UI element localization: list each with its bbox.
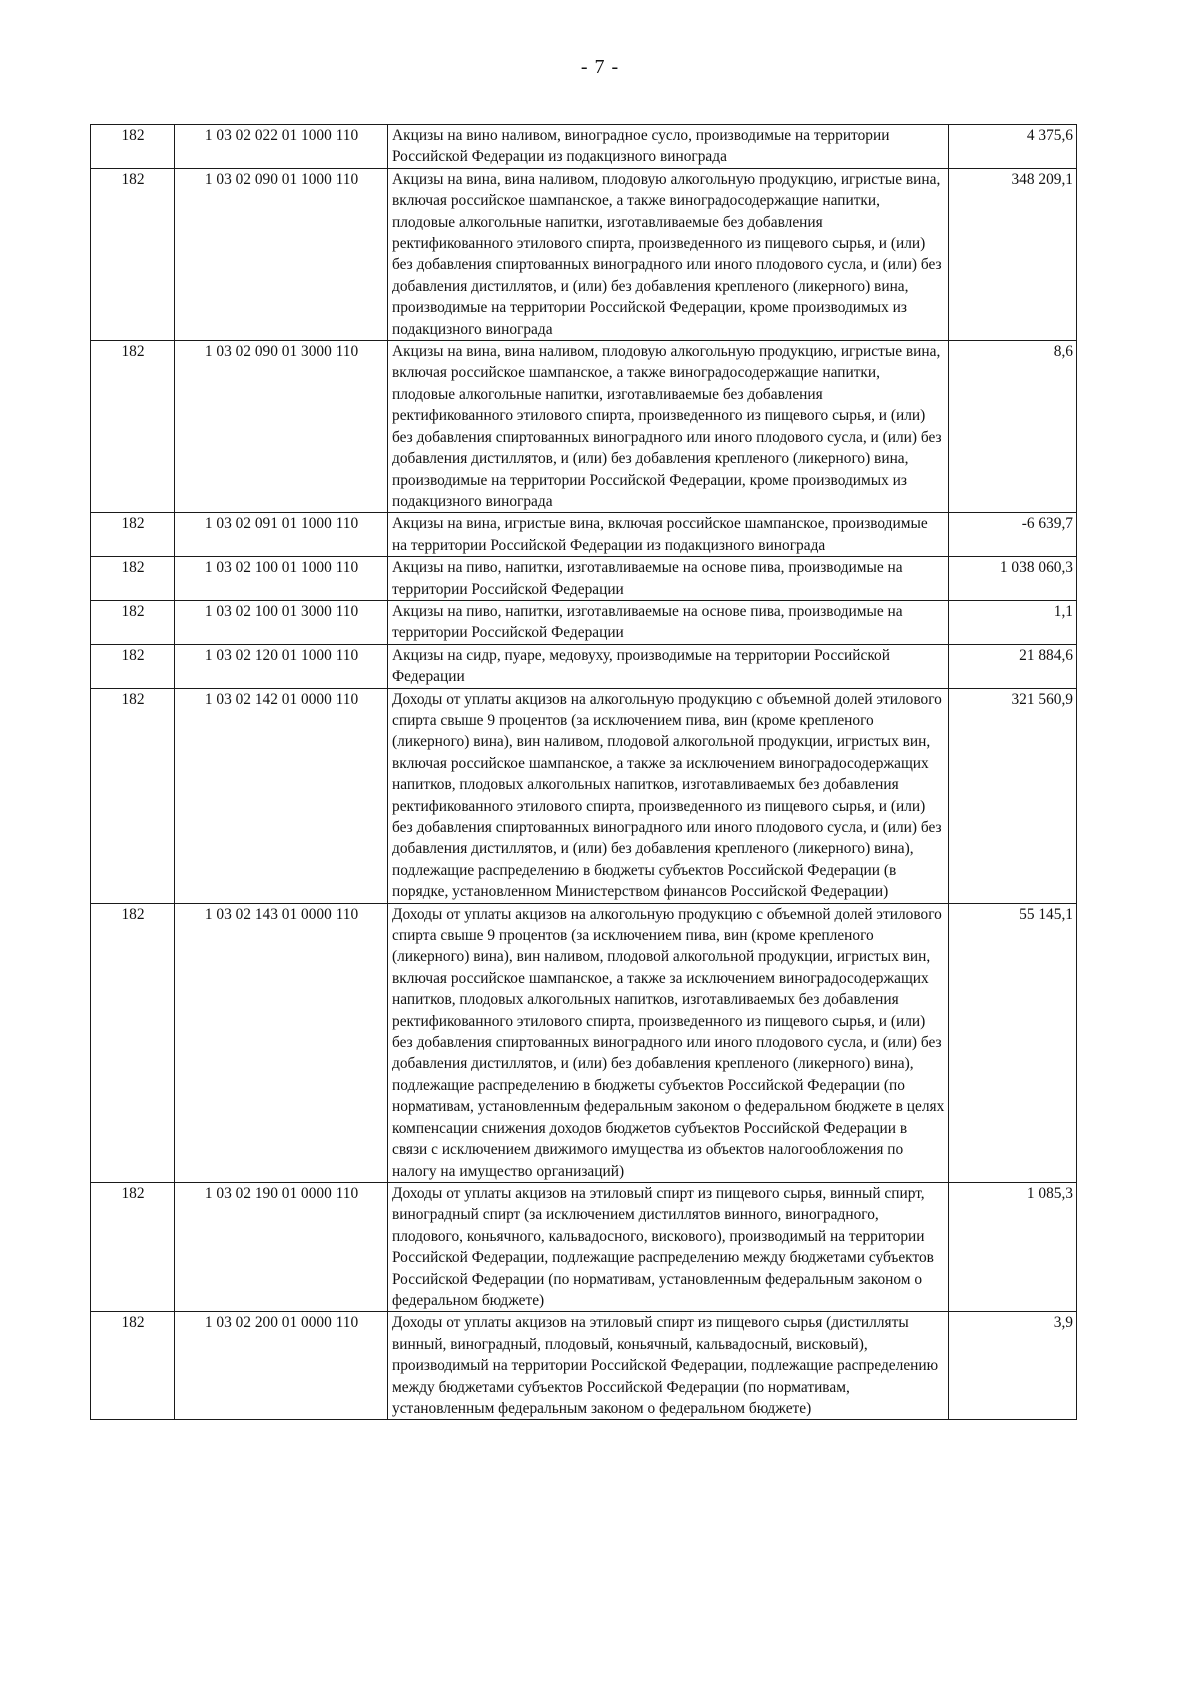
admin-code-cell: 182 — [91, 644, 175, 688]
budget-code-cell: 1 03 02 143 01 0000 110 — [175, 903, 388, 1182]
description-cell: Доходы от уплаты акцизов на алкогольную продукцию с объемной долей этилового спирта свыше 9 процентов (за исключением пива, вин (кроме крепленого (ликерного) вина), вин наливом, плодовой алкогольной продукции, игристых вин, включая российское шампанское, а также за исключением виноградосодержащих напитков, плодовых алкогольных напитков, изготавливаемых без добавления ректификованного этилового спирта, произведенного из пищевого сырья, и (или) без добавления спиртованных виноградного или иного плодового сусла, и (или) без добавления дистиллятов, и (или) без добавления крепленого (ликерного) вина), подлежащие распределению в бюджеты субъектов Российской Федерации (в порядке, установленном Министерством финансов Российской Федерации) — [388, 688, 949, 903]
budget-code-cell: 1 03 02 090 01 1000 110 — [175, 168, 388, 340]
admin-code-cell: 182 — [91, 688, 175, 903]
amount-cell: 1,1 — [949, 600, 1077, 644]
admin-code-cell: 182 — [91, 168, 175, 340]
amount-cell: 55 145,1 — [949, 903, 1077, 1182]
budget-code-cell: 1 03 02 142 01 0000 110 — [175, 688, 388, 903]
table-row — [91, 903, 1077, 1182]
amount-cell: 321 560,9 — [949, 688, 1077, 903]
description-cell: Доходы от уплаты акцизов на алкогольную продукцию с объемной долей этилового спирта свыше 9 процентов (за исключением пива, вин (кроме крепленого (ликерного) вина), вин наливом, плодовой алкогольной продукции, игристых вин, включая российское шампанское, а также за исключением виноградосодержащих напитков, плодовых алкогольных напитков, изготавливаемых без добавления ректификованного этилового спирта, произведенного из пищевого сырья, и (или) без добавления спиртованных виноградного или иного плодового сусла, и (или) без добавления дистиллятов, и (или) без добавления крепленого (ликерного) вина), подлежащие распределению в бюджеты субъектов Российской Федерации (по нормативам, установленным федеральным законом о федеральном бюджете в целях компенсации снижения доходов бюджетов субъектов Российской Федерации в связи с исключением движимого имущества из объектов налогообложения по налогу на имущество организаций) — [388, 903, 949, 1182]
budget-code-cell: 1 03 02 190 01 0000 110 — [175, 1182, 388, 1311]
budget-code-cell: 1 03 02 100 01 3000 110 — [175, 600, 388, 644]
admin-code-cell: 182 — [91, 600, 175, 644]
budget-code-cell: 1 03 02 090 01 3000 110 — [175, 341, 388, 513]
description-cell: Доходы от уплаты акцизов на этиловый спирт из пищевого сырья, винный спирт, виноградный спирт (за исключением дистиллятов винного, виноградного, плодового, коньячного, кальвадосного, вискового), производимый на территории Российской Федерации, подлежащие распределению между бюджетами субъектов Российской Федерации (по нормативам, установленным федеральным законом о федеральном бюджете) — [388, 1182, 949, 1311]
amount-cell: 21 884,6 — [949, 644, 1077, 688]
description-cell: Акцизы на сидр, пуаре, медовуху, производимые на территории Российской Федерации — [388, 644, 949, 688]
amount-cell: 3,9 — [949, 1312, 1077, 1420]
table-row — [91, 600, 1077, 644]
amount-cell: 348 209,1 — [949, 168, 1077, 340]
budget-code-cell: 1 03 02 100 01 1000 110 — [175, 557, 388, 601]
description-cell: Акцизы на пиво, напитки, изготавливаемые на основе пива, производимые на территории Российской Федерации — [388, 600, 949, 644]
table-row — [91, 1312, 1077, 1420]
amount-cell: 4 375,6 — [949, 125, 1077, 169]
description-cell: Акцизы на вина, вина наливом, плодовую алкогольную продукцию, игристые вина, включая российское шампанское, а также виноградосодержащие напитки, плодовые алкогольные напитки, изготавливаемые без добавления ректификованного этилового спирта, произведенного из пищевого сырья, и (или) без добавления спиртованных виноградного или иного плодового сусла, и (или) без добавления дистиллятов, и (или) без добавления крепленого (ликерного) вина, производимые на территории Российской Федерации, кроме производимых из подакцизного винограда — [388, 168, 949, 340]
table-row — [91, 644, 1077, 688]
description-cell: Доходы от уплаты акцизов на этиловый спирт из пищевого сырья (дистилляты винный, виноградный, плодовый, коньячный, кальвадосный, висковый), производимый на территории Российской Федерации, подлежащие распределению между бюджетами субъектов Российской Федерации (по нормативам, установленным федеральным законом о федеральном бюджете) — [388, 1312, 949, 1420]
description-cell: Акцизы на вина, игристые вина, включая российское шампанское, производимые на территории Российской Федерации из подакцизного винограда — [388, 513, 949, 557]
description-cell: Акцизы на пиво, напитки, изготавливаемые на основе пива, производимые на территории Российской Федерации — [388, 557, 949, 601]
table-row — [91, 557, 1077, 601]
budget-code-cell: 1 03 02 022 01 1000 110 — [175, 125, 388, 169]
budget-code-cell: 1 03 02 200 01 0000 110 — [175, 1312, 388, 1420]
admin-code-cell: 182 — [91, 125, 175, 169]
admin-code-cell: 182 — [91, 513, 175, 557]
admin-code-cell: 182 — [91, 341, 175, 513]
amount-cell: 8,6 — [949, 341, 1077, 513]
admin-code-cell: 182 — [91, 903, 175, 1182]
table-row — [91, 168, 1077, 340]
admin-code-cell: 182 — [91, 1182, 175, 1311]
admin-code-cell: 182 — [91, 1312, 175, 1420]
table-row — [91, 341, 1077, 513]
description-cell: Акцизы на вина, вина наливом, плодовую алкогольную продукцию, игристые вина, включая российское шампанское, а также виноградосодержащие напитки, плодовые алкогольные напитки, изготавливаемые без добавления ректификованного этилового спирта, произведенного из пищевого сырья, и (или) без добавления спиртованных виноградного или иного плодового сусла, и (или) без добавления дистиллятов, и (или) без добавления крепленого (ликерного) вина, производимые на территории Российской Федерации, кроме производимых из подакцизного винограда — [388, 341, 949, 513]
table-body — [91, 125, 1077, 1420]
revenue-table — [90, 124, 1077, 1420]
amount-cell: -6 639,7 — [949, 513, 1077, 557]
table-row — [91, 688, 1077, 903]
table-row — [91, 125, 1077, 169]
budget-code-cell: 1 03 02 120 01 1000 110 — [175, 644, 388, 688]
budget-code-cell: 1 03 02 091 01 1000 110 — [175, 513, 388, 557]
admin-code-cell: 182 — [91, 557, 175, 601]
description-cell: Акцизы на вино наливом, виноградное сусло, производимые на территории Российской Федерации из подакцизного винограда — [388, 125, 949, 169]
amount-cell: 1 038 060,3 — [949, 557, 1077, 601]
table-row — [91, 1182, 1077, 1311]
page-number: - 7 - — [580, 56, 620, 78]
table-row — [91, 513, 1077, 557]
amount-cell: 1 085,3 — [949, 1182, 1077, 1311]
